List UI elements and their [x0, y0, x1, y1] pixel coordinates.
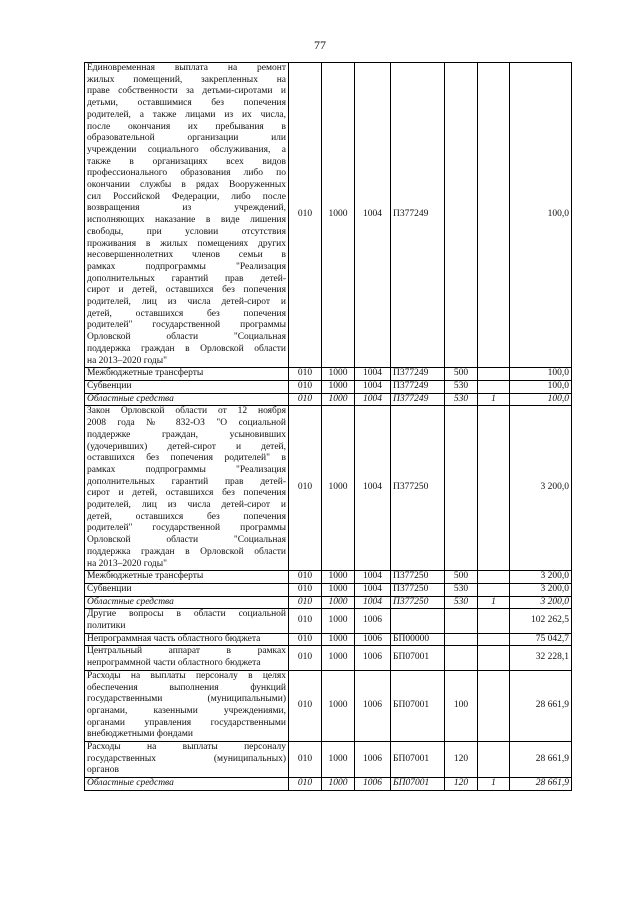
- description-line: родителей, а также лицами из их числа,: [87, 109, 286, 120]
- table-row: [85, 380, 572, 393]
- description-line: сил Российской Федерации, либо после: [87, 191, 286, 202]
- description-cell: [85, 368, 289, 381]
- description-line: Областные средства: [87, 778, 174, 789]
- description-line: органами, казенными учреждениями,: [87, 705, 286, 716]
- description-line: профессионального образования либо по: [87, 168, 286, 179]
- table-row: [85, 633, 572, 646]
- target-article-cell: П377250: [391, 583, 445, 596]
- description-line: детей, оставшихся без попечения: [87, 308, 286, 319]
- description-line: Закон Орловской области от 12 ноября: [87, 406, 286, 417]
- description-cell: [85, 393, 289, 406]
- amount-cell: 3 200,0: [510, 406, 572, 571]
- description-line: Субвенции: [87, 583, 132, 594]
- subsection-code-cell: 1004: [355, 63, 391, 368]
- ministry-code-cell: 010: [289, 742, 322, 778]
- subsection-code-cell: 1006: [355, 609, 391, 633]
- description-line: Межбюджетные трансферты: [87, 368, 204, 379]
- description-line: на 2013–2020 годы": [87, 558, 168, 569]
- table-row: [85, 63, 572, 368]
- amount-cell: 100,0: [510, 368, 572, 381]
- description-line: родителей, лиц из числа детей-сирот и: [87, 297, 286, 308]
- description-line: Другие вопросы в области социальной: [87, 609, 286, 620]
- description-cell: [85, 646, 289, 670]
- table-row: [85, 596, 572, 609]
- page-number: 77: [314, 38, 326, 52]
- description-line: детьми, оставшимися без попечения: [87, 98, 286, 109]
- description-cell: [85, 406, 289, 571]
- description-line: оставшихся без попечения родителей" в: [87, 453, 286, 464]
- expense-type-cell: 530: [445, 583, 478, 596]
- expense-type-cell: [445, 406, 478, 571]
- funding-source-cell: [478, 406, 510, 571]
- description-line: дополнительных гарантий прав детей-: [87, 476, 286, 487]
- funding-source-cell: [478, 633, 510, 646]
- description-line: окончании службы в рядах Вооруженных: [87, 180, 286, 191]
- description-line: Межбюджетные трансферты: [87, 571, 204, 582]
- expense-type-cell: 530: [445, 380, 478, 393]
- ministry-code-cell: 010: [289, 633, 322, 646]
- target-article-cell: П377249: [391, 380, 445, 393]
- description-line: поддержка граждан в Орловской области: [87, 546, 286, 557]
- description-cell: [85, 609, 289, 633]
- subsection-code-cell: 1004: [355, 596, 391, 609]
- subsection-code-cell: 1004: [355, 393, 391, 406]
- target-article-cell: БП07001: [391, 778, 445, 791]
- description-line: образовательной организации или: [87, 133, 286, 144]
- description-line: государственными (муниципальными): [87, 694, 286, 705]
- description-line: исполняющих наказание в виде лишения: [87, 215, 286, 226]
- description-line: учреждении социального обслуживания, а: [87, 144, 286, 155]
- section-code-cell: 1000: [322, 393, 355, 406]
- description-line: Непрограммная часть областного бюджета: [87, 633, 261, 644]
- ministry-code-cell: 010: [289, 778, 322, 791]
- description-line: родителей, лиц из числа детей-сирот и: [87, 500, 286, 511]
- description-cell: [85, 380, 289, 393]
- target-article-cell: П377249: [391, 63, 445, 368]
- description-line: органами управления государственными: [87, 717, 286, 728]
- description-line: проживания в жилых помещениях других: [87, 238, 286, 249]
- target-article-cell: БП07001: [391, 742, 445, 778]
- target-article-cell: П377250: [391, 596, 445, 609]
- funding-source-cell: [478, 63, 510, 368]
- description-line: сирот и детей, оставшихся без попечения: [87, 285, 286, 296]
- description-line: дополнительных гарантий прав детей-: [87, 273, 286, 284]
- subsection-code-cell: 1006: [355, 778, 391, 791]
- subsection-code-cell: 1004: [355, 380, 391, 393]
- target-article-cell: П377249: [391, 393, 445, 406]
- expense-type-cell: [445, 609, 478, 633]
- description-cell: [85, 670, 289, 741]
- expense-type-cell: [445, 646, 478, 670]
- section-code-cell: 1000: [322, 742, 355, 778]
- subsection-code-cell: 1004: [355, 583, 391, 596]
- description-cell: [85, 583, 289, 596]
- section-code-cell: 1000: [322, 368, 355, 381]
- subsection-code-cell: 1006: [355, 670, 391, 741]
- description-line: Областные средства: [87, 393, 174, 404]
- table-row: [85, 393, 572, 406]
- subsection-code-cell: 1006: [355, 633, 391, 646]
- amount-cell: 100,0: [510, 380, 572, 393]
- description-line: родителей" государственной программы: [87, 523, 286, 534]
- subsection-code-cell: 1004: [355, 406, 391, 571]
- expense-type-cell: 120: [445, 778, 478, 791]
- target-article-cell: БП07001: [391, 670, 445, 741]
- amount-cell: 75 042,7: [510, 633, 572, 646]
- description-line: детей, оставшихся без попечения: [87, 511, 286, 522]
- funding-source-cell: [478, 583, 510, 596]
- ministry-code-cell: 010: [289, 63, 322, 368]
- amount-cell: 102 262,5: [510, 609, 572, 633]
- description-line: на 2013–2020 годы": [87, 355, 168, 366]
- section-code-cell: 1000: [322, 596, 355, 609]
- description-line: 2008 года № 832-ОЗ "О социальной: [87, 418, 286, 429]
- expense-type-cell: [445, 633, 478, 646]
- amount-cell: 100,0: [510, 393, 572, 406]
- table-row: [85, 609, 572, 633]
- description-line: после окончания их пребывания в: [87, 121, 286, 132]
- target-article-cell: БП00000: [391, 633, 445, 646]
- description-line: Единовременная выплата на ремонт: [87, 63, 286, 73]
- description-line: Расходы на выплаты персоналу: [87, 742, 286, 753]
- section-code-cell: 1000: [322, 63, 355, 368]
- description-line: праве собственности за детьми-сиротами и: [87, 86, 286, 97]
- funding-source-cell: 1: [478, 393, 510, 406]
- description-cell: [85, 63, 289, 368]
- table-row: [85, 778, 572, 791]
- ministry-code-cell: 010: [289, 670, 322, 741]
- section-code-cell: 1000: [322, 778, 355, 791]
- target-article-cell: П377249: [391, 368, 445, 381]
- amount-cell: 3 200,0: [510, 571, 572, 584]
- description-line: (удочеривших) детей-сирот и детей,: [87, 441, 286, 452]
- description-line: Субвенции: [87, 380, 132, 391]
- amount-cell: 28 661,9: [510, 670, 572, 741]
- description-line: Центральный аппарат в рамках: [87, 646, 286, 657]
- table-row: [85, 406, 572, 571]
- amount-cell: 3 200,0: [510, 596, 572, 609]
- funding-source-cell: [478, 670, 510, 741]
- expense-type-cell: 500: [445, 368, 478, 381]
- expense-type-cell: 120: [445, 742, 478, 778]
- expense-type-cell: 530: [445, 596, 478, 609]
- expense-type-cell: 500: [445, 571, 478, 584]
- description-line: органов: [87, 765, 119, 776]
- description-line: внебюджетными фондами: [87, 729, 193, 740]
- target-article-cell: П377250: [391, 571, 445, 584]
- amount-cell: 28 661,9: [510, 742, 572, 778]
- section-code-cell: 1000: [322, 633, 355, 646]
- table-row: [85, 368, 572, 381]
- description-line: поддержка граждан в Орловской области: [87, 343, 286, 354]
- amount-cell: 32 228,1: [510, 646, 572, 670]
- ministry-code-cell: 010: [289, 596, 322, 609]
- ministry-code-cell: 010: [289, 406, 322, 571]
- description-line: несовершеннолетних членов семьи в: [87, 250, 286, 261]
- subsection-code-cell: 1004: [355, 571, 391, 584]
- ministry-code-cell: 010: [289, 646, 322, 670]
- target-article-cell: П377250: [391, 406, 445, 571]
- ministry-code-cell: 010: [289, 571, 322, 584]
- target-article-cell: БП07001: [391, 646, 445, 670]
- section-code-cell: 1000: [322, 670, 355, 741]
- funding-source-cell: [478, 646, 510, 670]
- ministry-code-cell: 010: [289, 380, 322, 393]
- amount-cell: 100,0: [510, 63, 572, 368]
- description-line: Расходы на выплаты персоналу в целях: [87, 670, 286, 681]
- description-line: сирот и детей, оставшихся без попечения: [87, 488, 286, 499]
- description-line: рамках подпрограммы "Реализация: [87, 261, 286, 272]
- table-row: [85, 742, 572, 778]
- budget-table-body: [85, 63, 572, 791]
- section-code-cell: 1000: [322, 571, 355, 584]
- amount-cell: 3 200,0: [510, 583, 572, 596]
- description-line: поддержке граждан, усыновивших: [87, 429, 286, 440]
- section-code-cell: 1000: [322, 646, 355, 670]
- expense-type-cell: 530: [445, 393, 478, 406]
- description-line: обеспечения выполнения функций: [87, 682, 286, 693]
- description-cell: [85, 742, 289, 778]
- description-cell: [85, 571, 289, 584]
- description-line: также в организациях всех видов: [87, 156, 286, 167]
- table-row: [85, 583, 572, 596]
- ministry-code-cell: 010: [289, 393, 322, 406]
- description-line: Областные средства: [87, 596, 174, 607]
- description-line: рамках подпрограммы "Реализация: [87, 464, 286, 475]
- table-row: [85, 571, 572, 584]
- ministry-code-cell: 010: [289, 368, 322, 381]
- funding-source-cell: [478, 380, 510, 393]
- description-line: возвращения из учреждений,: [87, 203, 286, 214]
- description-line: политики: [87, 621, 126, 632]
- section-code-cell: 1000: [322, 380, 355, 393]
- table-row: [85, 670, 572, 741]
- subsection-code-cell: 1006: [355, 742, 391, 778]
- expense-type-cell: 100: [445, 670, 478, 741]
- subsection-code-cell: 1004: [355, 368, 391, 381]
- funding-source-cell: [478, 609, 510, 633]
- funding-source-cell: [478, 742, 510, 778]
- funding-source-cell: 1: [478, 596, 510, 609]
- funding-source-cell: 1: [478, 778, 510, 791]
- target-article-cell: [391, 609, 445, 633]
- funding-source-cell: [478, 571, 510, 584]
- description-line: непрограммной части областного бюджета: [87, 658, 261, 669]
- description-line: жилых помещений, закрепленных на: [87, 74, 286, 85]
- description-cell: [85, 778, 289, 791]
- budget-table: [84, 62, 572, 791]
- section-code-cell: 1000: [322, 583, 355, 596]
- ministry-code-cell: 010: [289, 609, 322, 633]
- description-cell: [85, 633, 289, 646]
- section-code-cell: 1000: [322, 406, 355, 571]
- ministry-code-cell: 010: [289, 583, 322, 596]
- subsection-code-cell: 1006: [355, 646, 391, 670]
- description-line: родителей" государственной программы: [87, 320, 286, 331]
- description-line: Орловской области "Социальная: [87, 535, 286, 546]
- description-cell: [85, 596, 289, 609]
- description-line: свободы, при условии отсутствия: [87, 226, 286, 237]
- description-line: Орловской области "Социальная: [87, 332, 286, 343]
- amount-cell: 28 661,9: [510, 778, 572, 791]
- section-code-cell: 1000: [322, 609, 355, 633]
- description-line: государственных (муниципальных): [87, 753, 286, 764]
- table-row: [85, 646, 572, 670]
- expense-type-cell: [445, 63, 478, 368]
- funding-source-cell: [478, 368, 510, 381]
